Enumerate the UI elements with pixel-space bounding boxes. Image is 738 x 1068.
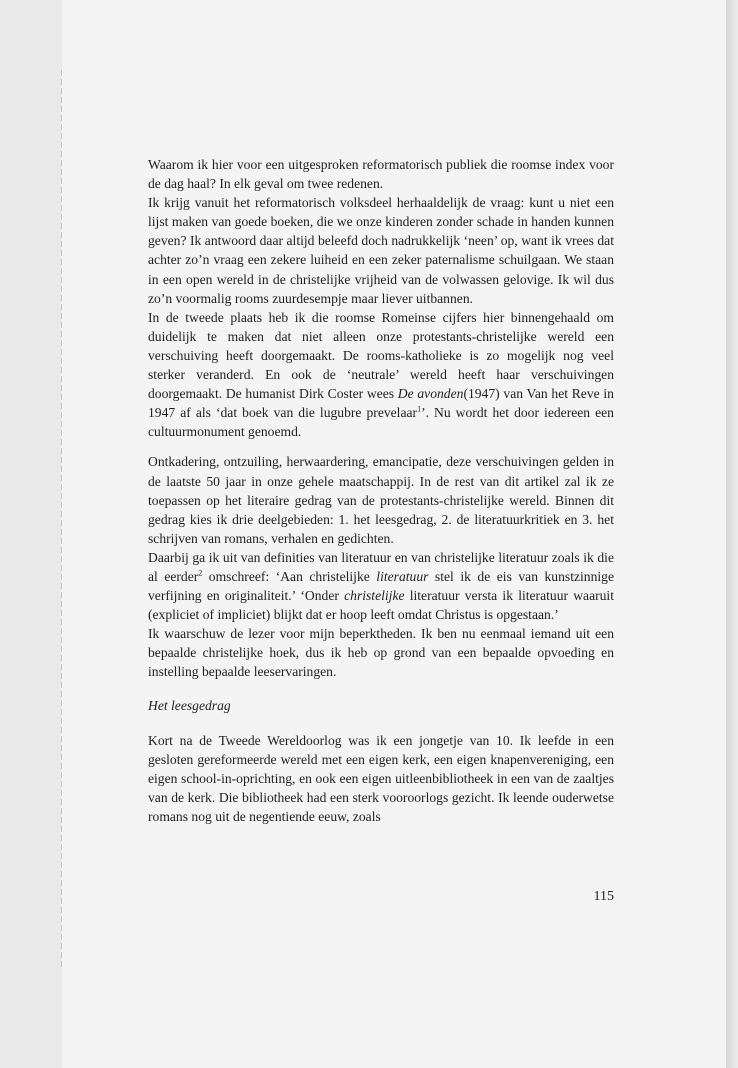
paragraph-3-text-b: (1947) van Van het Reve in 1947 af als ‘dat boek van die lugubre prevelaar xyxy=(148,386,614,421)
section-heading: Het leesgedrag xyxy=(148,697,231,713)
paragraph-5-text-a: Daarbij ga ik uit van definities van literatuur en van christelijke literatuur zoals ik die al eerder xyxy=(148,549,614,584)
paragraph-1: Waarom ik hier voor een uitgesproken reformatorisch publiek die roomse index voor de dag haal? In elk geval om twee redenen. xyxy=(148,157,614,192)
book-title-de-avonden: De avonden xyxy=(397,386,464,402)
footnote-marker-1: 1 xyxy=(417,404,422,414)
paragraph-3-text-a: In de tweede plaats heb ik die roomse Romeinse cijfers hier binnengehaald om duidelijk te maken dat niet alleen onze protestants-christelijke wereld een verschuiving heeft doorgemaakt. De rooms-katholieke is zo mogelijk nog veel sterker veranderd. En ook de ‘neutrale’ wereld heeft haar verschuivingen doorgemaakt. De humanist Dirk Coster wees xyxy=(148,309,614,402)
paragraph-3 xyxy=(148,308,614,442)
footnote-marker-2: 2 xyxy=(198,568,203,578)
paragraph-5-text-d: literatuur versta ik literatuur waaruit (expliciet of impliciet) blijkt dat er hoop leeft omdat Christus is opgestaan.’ xyxy=(148,588,614,623)
paragraph-3-text-c: ’. Nu wordt het door iedereen een cultuurmonument genoemd. xyxy=(148,405,614,440)
page-edge xyxy=(726,0,738,1068)
body-text xyxy=(148,155,614,826)
emphasis-literatuur: literatuur xyxy=(376,568,429,584)
paragraph-2: Ik krijg vanuit het reformatorisch volksdeel herhaaldelijk de vraag: kunt u niet een lijst maken van goede boeken, die we onze kinderen zonder schade in handen kunnen geven? Ik antwoord daar altijd beleefd doch nadrukkelijk ‘neen’ op, want ik vrees dat achter zo’n vraag een zekere luiheid en een zeker paternalisme schuilgaan. We staan in een open wereld in de christelijke vrijheid van de volwassen gelovige. Ik wil dus zo’n voormalig rooms zuurdesempje maar liever uitbannen. xyxy=(148,195,614,306)
scan-margin xyxy=(0,0,62,1068)
paragraph-4: Ontkadering, ontzuiling, herwaardering, emancipatie, deze verschuivingen gelden in de laatste 50 jaar in onze gehele maatschappij. In de rest van dit artikel zal ik ze toepassen op het literaire gedrag van de protestants-christelijke wereld. Binnen dit gedrag kies ik drie deelgebieden: 1. het leesgedrag, 2. de literatuurkritiek en 3. het schrijven van romans, verhalen en gedichten. xyxy=(148,454,614,546)
paragraph-7: Kort na de Tweede Wereldoorlog was ik een jongetje van 10. Ik leefde in een gesloten gereformeerde wereld met een eigen kerk, een eigen knapenvereniging, een eigen school-in-oprichting, en ook een eigen uitleenbibliotheek in een van de zaaltjes van de kerk. Die bibliotheek had een sterk vooroorlogs gezicht. Ik leende ouderwetse romans nog uit de negentiende eeuw, zoals xyxy=(148,732,614,824)
paragraph-5-text-b: omschreef: ‘Aan christelijke xyxy=(202,568,377,584)
paragraph-6: Ik waarschuw de lezer voor mijn beperktheden. Ik ben nu eenmaal iemand uit een bepaalde christelijke hoek, dus ik heb op grond van een bepaalde opvoeding en instelling bepaalde leeservaringen. xyxy=(148,626,614,680)
paragraph-5 xyxy=(148,548,614,624)
book-spine-shadow xyxy=(61,70,62,970)
emphasis-christelijke: christelijke xyxy=(344,588,405,604)
page-number: 115 xyxy=(593,889,614,904)
paragraph-5-text-c: stel ik de eis van kunstzinnige verfijning en originaliteit.’ ‘Onder xyxy=(148,568,614,604)
